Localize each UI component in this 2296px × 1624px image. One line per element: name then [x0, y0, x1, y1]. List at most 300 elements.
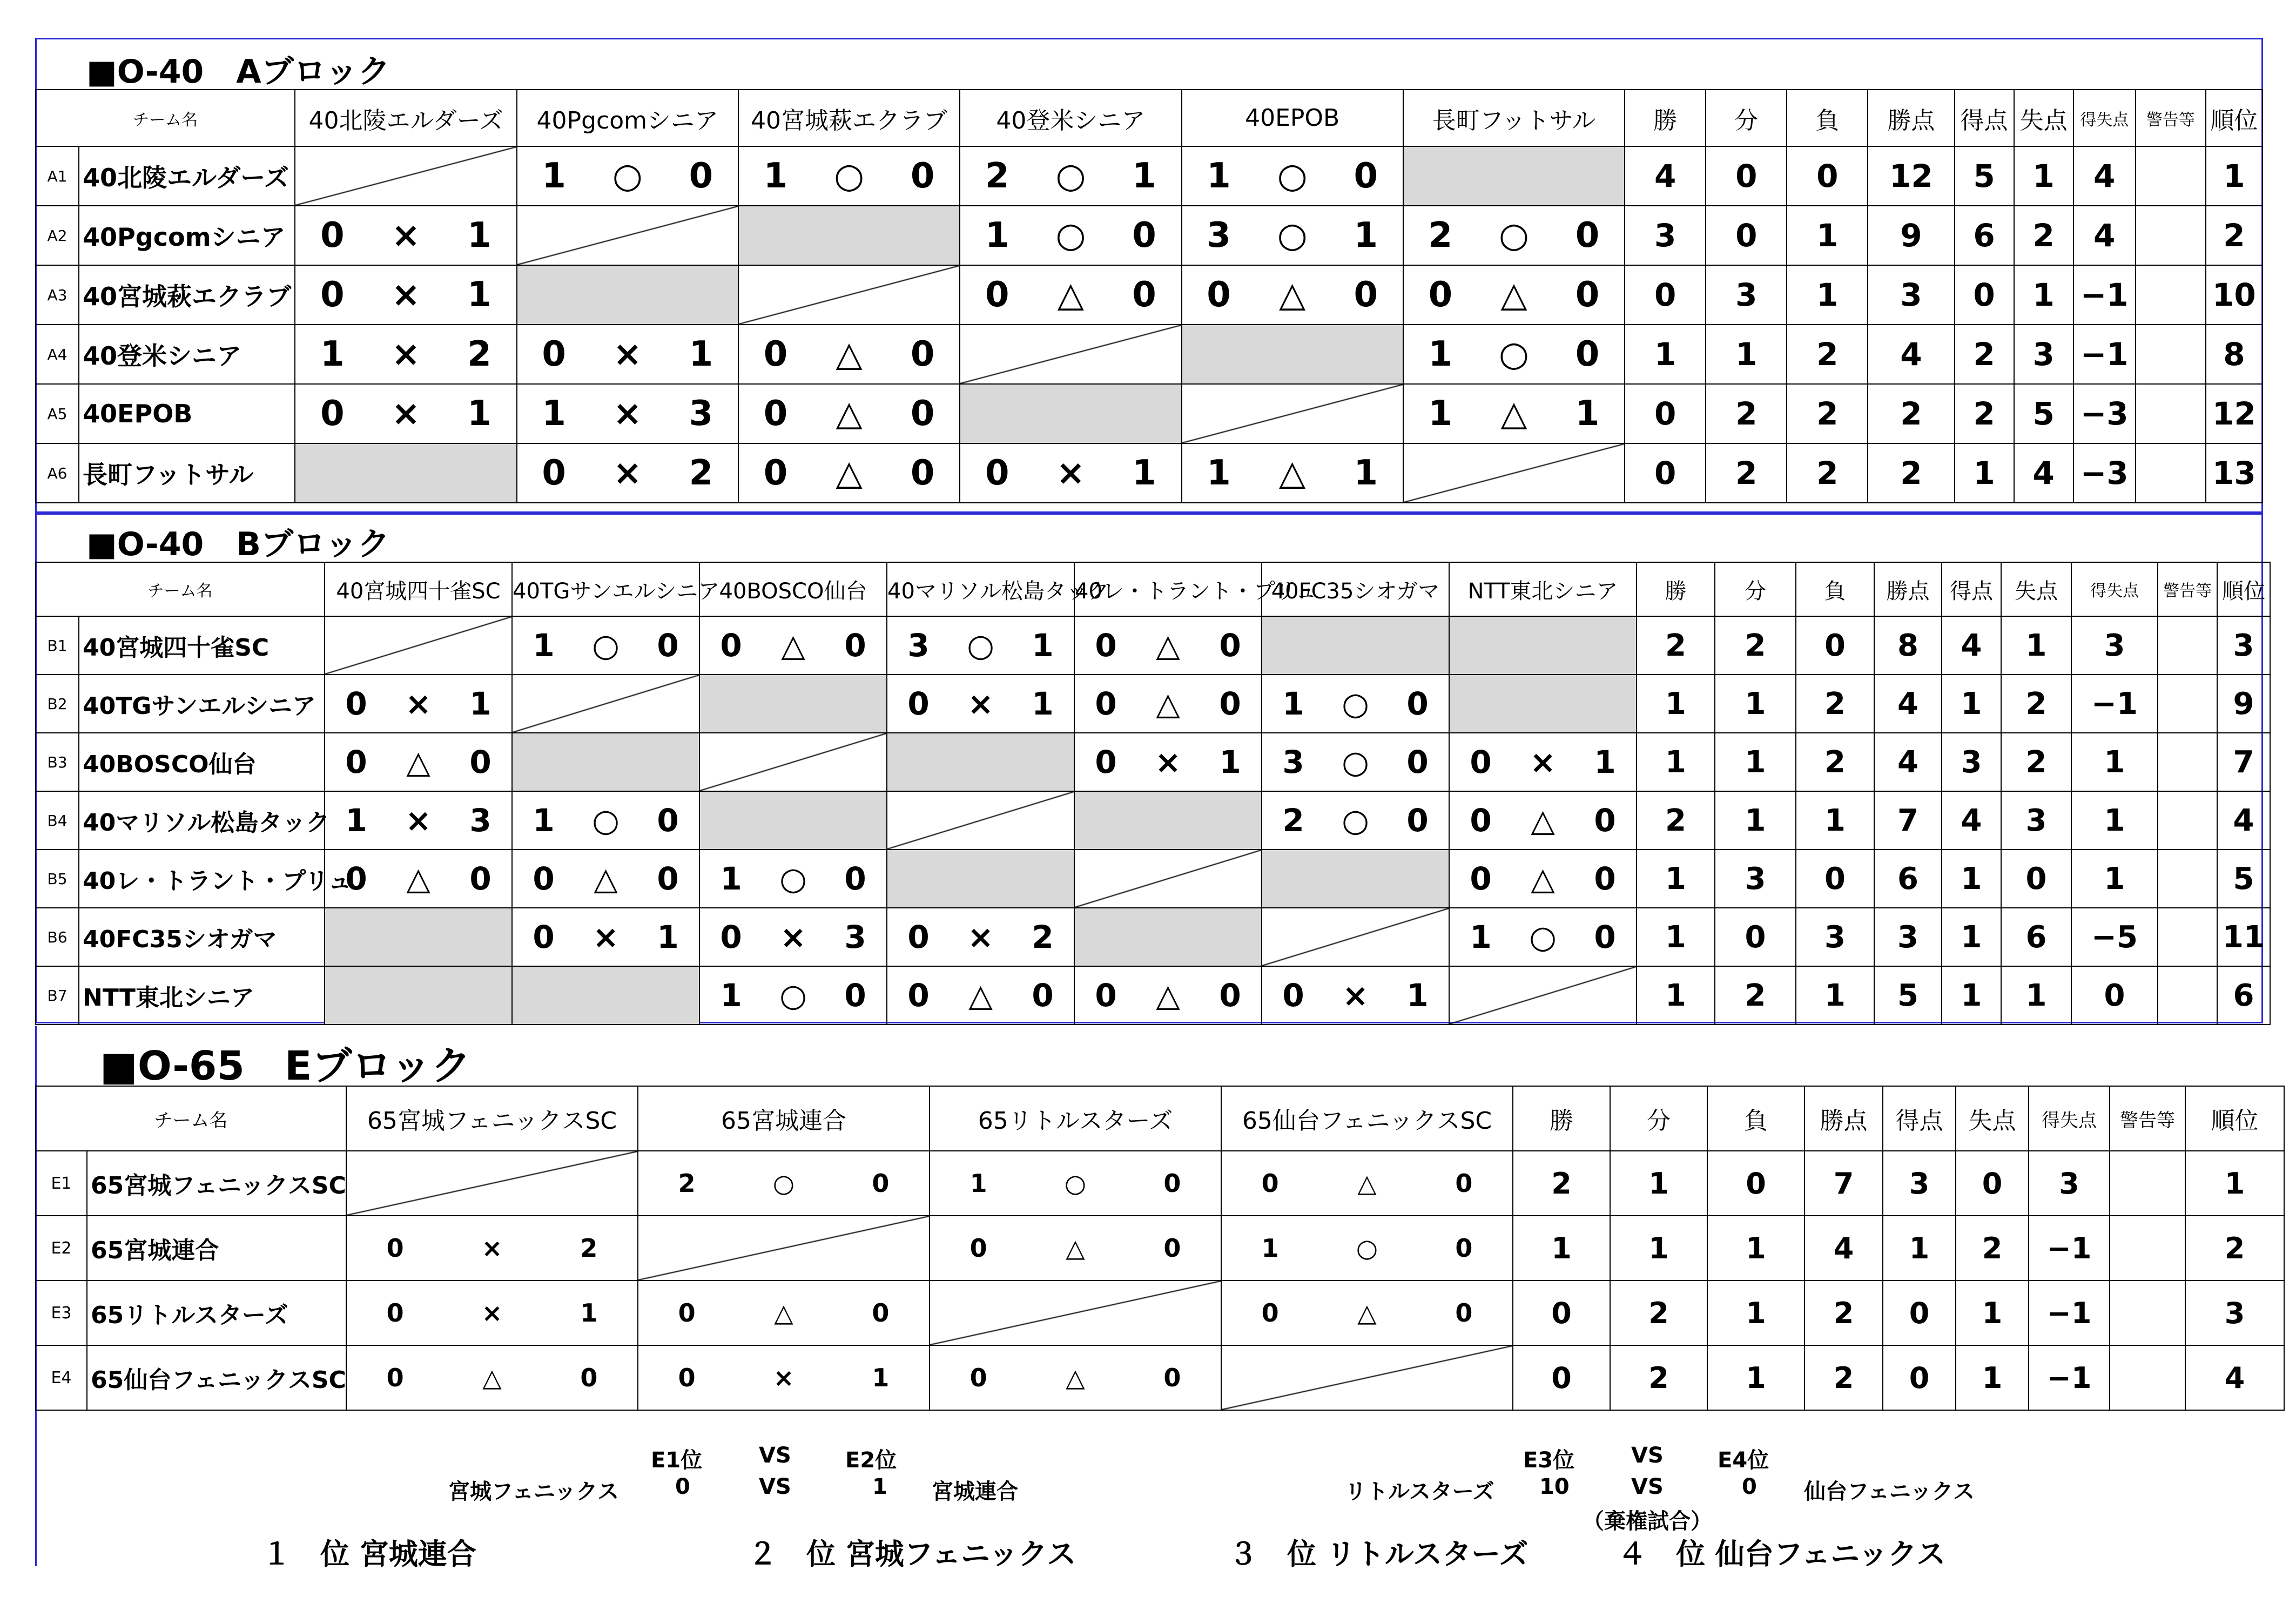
score-value: 0: [1455, 1234, 1473, 1263]
stat-cell: 0: [1513, 1281, 1610, 1345]
team-name: 40宮城萩エクラブ: [79, 265, 295, 325]
stat-cell: [2158, 791, 2217, 850]
result-mark: ○: [592, 627, 620, 664]
stat-header: 得点: [1955, 90, 2014, 146]
score-value: 0: [657, 860, 679, 897]
stat-cell: 2: [1610, 1345, 1707, 1410]
match-result-cell: [325, 791, 512, 850]
match-result-cell: [699, 616, 887, 675]
finals-left-team1: 宮城フェニックス: [448, 1479, 619, 1504]
score-value: 0: [910, 156, 935, 196]
row-code: A1: [36, 146, 79, 206]
score-value: 0: [1219, 977, 1241, 1014]
score-value: 1: [542, 156, 566, 196]
stat-header: 得点: [1883, 1086, 1956, 1151]
score-value: 1: [320, 334, 345, 374]
row-code: E3: [36, 1281, 87, 1345]
match-result-cell: [346, 1216, 638, 1281]
opponent-header: 40TGサンエルシニア: [512, 562, 699, 616]
score-value: 0: [1354, 156, 1378, 196]
stat-cell: 5: [2014, 384, 2073, 443]
no-match-cell: [1403, 146, 1625, 206]
stat-cell: 1: [1955, 443, 2014, 503]
stat-cell: 2: [1706, 384, 1787, 443]
score-value: 0: [1095, 685, 1117, 722]
match-result-cell: [699, 850, 887, 908]
finals-right-s2: 0: [1742, 1474, 1757, 1499]
score-value: 0: [1132, 275, 1156, 315]
score-value: 1: [469, 685, 491, 722]
score-value: 1: [969, 1169, 987, 1198]
match-result-cell: [1074, 675, 1262, 733]
stat-cell: 1: [1637, 966, 1715, 1025]
score-value: 1: [1470, 919, 1492, 955]
match-result-cell: [1403, 265, 1625, 325]
result-mark: ×: [1155, 744, 1181, 780]
stat-cell: 0: [1956, 1151, 2029, 1216]
match-result-cell: [295, 384, 516, 443]
stat-cell: −1: [2073, 325, 2136, 384]
stat-cell: 12: [1868, 146, 1954, 206]
score-value: 3: [1282, 744, 1304, 780]
match-result-cell: [512, 616, 699, 675]
stat-cell: [2158, 616, 2217, 675]
result-mark: ×: [967, 919, 994, 955]
stat-header: 勝点: [1874, 562, 1942, 616]
row-code: B4: [36, 791, 79, 850]
result-mark: ×: [405, 685, 432, 722]
stat-header: 勝: [1637, 562, 1715, 616]
stat-header: 得点: [1942, 562, 2001, 616]
stat-cell: 2: [1610, 1281, 1707, 1345]
stat-cell: 2: [1955, 325, 2014, 384]
result-mark: △: [1156, 977, 1180, 1014]
match-result-cell: [699, 908, 887, 966]
stat-cell: 1: [1715, 733, 1796, 791]
stat-cell: 0: [1625, 384, 1706, 443]
score-value: 1: [467, 275, 491, 315]
stat-cell: 9: [2217, 675, 2270, 733]
block-e-table: [35, 1086, 2285, 1411]
score-value: 0: [657, 802, 679, 839]
self-match-cell: [1221, 1345, 1513, 1410]
score-value: 1: [1282, 685, 1304, 722]
match-result-cell: [517, 146, 738, 206]
finals-left-s1: 0: [675, 1474, 690, 1499]
table-row: [36, 325, 2263, 384]
block-b-table: [35, 562, 2271, 1025]
stat-cell: 2: [1955, 384, 2014, 443]
self-match-cell: [325, 616, 512, 675]
match-result-cell: [1221, 1281, 1513, 1345]
table-row: [36, 675, 2270, 733]
result-mark: △: [594, 860, 618, 897]
stat-cell: 8: [2206, 325, 2263, 384]
stat-cell: 1: [1942, 908, 2001, 966]
stat-cell: −1: [2071, 675, 2158, 733]
team-name: 65宮城連合: [87, 1216, 346, 1281]
rank-4: ４ 位 仙台フェニックス: [1618, 1537, 1946, 1571]
stat-cell: 3: [1625, 206, 1706, 265]
match-result-cell: [325, 850, 512, 908]
stat-cell: 4: [2185, 1345, 2284, 1410]
stat-cell: 2: [1637, 616, 1715, 675]
score-value: 3: [469, 802, 491, 839]
match-result-cell: [930, 1151, 1221, 1216]
no-match-cell: [1262, 850, 1449, 908]
result-mark: △: [482, 1363, 502, 1392]
self-match-cell: [295, 146, 516, 206]
finals-left-vs2: VS: [759, 1474, 791, 1499]
stat-cell: 2: [2014, 206, 2073, 265]
team-name-header: チーム名: [36, 90, 295, 146]
score-value: 1: [467, 215, 491, 255]
score-value: 0: [345, 860, 367, 897]
match-result-cell: [1449, 791, 1637, 850]
stat-cell: −1: [2029, 1345, 2110, 1410]
result-mark: △: [836, 453, 863, 493]
score-value: 2: [678, 1169, 696, 1198]
result-mark: ×: [1342, 977, 1369, 1014]
stat-cell: 1: [1787, 265, 1868, 325]
stat-header: 失点: [2001, 562, 2071, 616]
stat-cell: 1: [2001, 966, 2071, 1025]
match-result-cell: [1262, 733, 1449, 791]
stat-cell: 0: [1513, 1345, 1610, 1410]
opponent-header: 40EPOB: [1182, 90, 1403, 146]
stat-cell: [2110, 1216, 2185, 1281]
self-match-cell: [887, 791, 1074, 850]
score-value: 0: [386, 1363, 404, 1392]
self-match-cell: [1262, 908, 1449, 966]
stat-cell: 1: [1942, 675, 2001, 733]
no-match-cell: [1449, 616, 1637, 675]
stat-cell: 3: [1715, 850, 1796, 908]
score-value: 0: [533, 860, 555, 897]
stat-header: 負: [1787, 90, 1868, 146]
score-value: 0: [320, 215, 345, 255]
result-mark: ○: [1342, 802, 1369, 839]
score-value: 0: [1163, 1234, 1181, 1263]
score-value: 0: [1575, 334, 1600, 374]
result-mark: △: [774, 1298, 793, 1327]
score-value: 1: [872, 1363, 890, 1392]
match-result-cell: [638, 1281, 930, 1345]
no-match-cell: [960, 384, 1181, 443]
opponent-header: 40BOSCO仙台: [699, 562, 887, 616]
stat-cell: [2110, 1345, 2185, 1410]
stat-cell: 0: [1796, 850, 1874, 908]
match-result-cell: [325, 733, 512, 791]
result-mark: △: [406, 744, 430, 780]
score-value: 0: [763, 394, 788, 434]
team-name: 40Pgcomシニア: [79, 206, 295, 265]
score-value: 0: [1282, 977, 1304, 1014]
team-name-header: チーム名: [36, 562, 325, 616]
match-result-cell: [1262, 675, 1449, 733]
stat-cell: [2136, 384, 2206, 443]
stat-header: 順位: [2206, 90, 2263, 146]
score-value: 0: [469, 860, 491, 897]
match-result-cell: [887, 966, 1074, 1025]
stat-cell: −3: [2073, 384, 2136, 443]
result-mark: ○: [1055, 156, 1086, 196]
no-match-cell: [512, 966, 699, 1025]
score-value: 0: [542, 334, 566, 374]
match-result-cell: [887, 908, 1074, 966]
no-match-cell: [517, 265, 738, 325]
stat-cell: 1: [1883, 1216, 1956, 1281]
opponent-header: 40登米シニア: [960, 90, 1181, 146]
match-result-cell: [887, 616, 1074, 675]
stat-cell: 3: [2071, 616, 2158, 675]
stat-cell: 0: [1883, 1345, 1956, 1410]
table-row: [36, 1216, 2284, 1281]
stat-cell: 1: [1513, 1216, 1610, 1281]
score-value: 1: [763, 156, 788, 196]
result-mark: ×: [481, 1298, 503, 1327]
stat-header: 分: [1610, 1086, 1707, 1151]
result-mark: ×: [612, 334, 642, 374]
stat-cell: 1: [2001, 616, 2071, 675]
match-result-cell: [1449, 908, 1637, 966]
self-match-cell: [638, 1216, 930, 1281]
match-result-cell: [1182, 146, 1403, 206]
score-value: 0: [1575, 275, 1600, 315]
result-mark: ×: [481, 1234, 503, 1263]
result-mark: △: [836, 334, 863, 374]
stat-cell: 4: [2073, 146, 2136, 206]
score-value: 1: [1207, 156, 1231, 196]
score-value: 1: [720, 860, 742, 897]
stat-cell: [2158, 675, 2217, 733]
match-result-cell: [738, 146, 960, 206]
table-row: [36, 146, 2263, 206]
result-mark: △: [1531, 802, 1555, 839]
stat-cell: 3: [1706, 265, 1787, 325]
stat-cell: 2: [1805, 1345, 1883, 1410]
self-match-cell: [738, 265, 960, 325]
table-row: [36, 1281, 2284, 1345]
score-value: 1: [1261, 1234, 1279, 1263]
row-code: A4: [36, 325, 79, 384]
table-row: [36, 1151, 2284, 1216]
score-value: 1: [1032, 627, 1054, 664]
score-value: 1: [533, 802, 555, 839]
stat-cell: −3: [2073, 443, 2136, 503]
result-mark: ○: [1356, 1234, 1378, 1263]
result-mark: ○: [772, 1169, 795, 1198]
match-result-cell: [1403, 325, 1625, 384]
stat-cell: 2: [1513, 1151, 1610, 1216]
score-value: 0: [985, 453, 1009, 493]
score-value: 0: [1575, 215, 1600, 255]
result-mark: ○: [779, 977, 807, 1014]
stat-cell: 5: [1955, 146, 2014, 206]
result-mark: ○: [834, 156, 864, 196]
score-value: 0: [844, 627, 866, 664]
match-result-cell: [960, 265, 1181, 325]
stat-cell: 4: [1942, 791, 2001, 850]
stat-cell: 3: [2001, 791, 2071, 850]
result-mark: ×: [612, 394, 642, 434]
table-row: [36, 966, 2270, 1025]
stat-cell: 6: [2001, 908, 2071, 966]
row-code: B3: [36, 733, 79, 791]
row-code: A5: [36, 384, 79, 443]
block-b-title: ■O-40 Bブロック: [86, 525, 390, 563]
result-mark: ○: [1342, 685, 1369, 722]
score-value: 2: [467, 334, 491, 374]
team-name: 40マリソル松島タック: [79, 791, 325, 850]
score-value: 0: [1594, 860, 1616, 897]
stat-cell: 1: [1942, 966, 2001, 1025]
stat-cell: 2: [2185, 1216, 2284, 1281]
result-mark: △: [1066, 1363, 1085, 1392]
match-result-cell: [1182, 265, 1403, 325]
stat-cell: 3: [2029, 1151, 2110, 1216]
score-value: 1: [1207, 453, 1231, 493]
team-name: NTT東北シニア: [79, 966, 325, 1025]
result-mark: △: [836, 394, 863, 434]
match-result-cell: [295, 206, 516, 265]
score-value: 1: [467, 394, 491, 434]
match-result-cell: [960, 146, 1181, 206]
match-result-cell: [295, 265, 516, 325]
score-value: 0: [1428, 275, 1453, 315]
match-result-cell: [930, 1216, 1221, 1281]
team-name: 40FC35シオガマ: [79, 908, 325, 966]
match-result-cell: [1403, 384, 1625, 443]
score-value: 0: [872, 1169, 890, 1198]
match-result-cell: [960, 443, 1181, 503]
team-name-header: チーム名: [36, 1086, 346, 1151]
team-name: 40TGサンエルシニア: [79, 675, 325, 733]
score-value: 0: [1594, 802, 1616, 839]
opponent-header: 65リトルスターズ: [930, 1086, 1221, 1151]
score-value: 0: [320, 394, 345, 434]
no-match-cell: [512, 733, 699, 791]
score-value: 1: [580, 1298, 598, 1327]
result-mark: ×: [612, 453, 642, 493]
stat-header: 勝: [1513, 1086, 1610, 1151]
team-name: 65宮城フェニックスSC: [87, 1151, 346, 1216]
result-mark: △: [1279, 453, 1306, 493]
score-value: 3: [1207, 215, 1231, 255]
match-result-cell: [1449, 733, 1637, 791]
match-result-cell: [699, 966, 887, 1025]
self-match-cell: [930, 1281, 1221, 1345]
match-result-cell: [1262, 791, 1449, 850]
stat-cell: 8: [1874, 616, 1942, 675]
score-value: 1: [689, 334, 713, 374]
rank-3: ３ 位 リトルスターズ: [1229, 1537, 1529, 1571]
no-match-cell: [887, 733, 1074, 791]
opponent-header: 40FC35シオガマ: [1262, 562, 1449, 616]
result-mark: △: [1156, 627, 1180, 664]
result-mark: △: [1500, 275, 1527, 315]
result-mark: △: [1531, 860, 1555, 897]
opponent-header: 40宮城四十雀SC: [325, 562, 512, 616]
score-value: 0: [910, 394, 935, 434]
stat-header: 失点: [2014, 90, 2073, 146]
stat-cell: 1: [2071, 791, 2158, 850]
result-mark: ×: [592, 919, 619, 955]
stat-cell: 1: [1796, 791, 1874, 850]
stat-cell: 1: [1715, 675, 1796, 733]
stat-cell: −1: [2073, 265, 2136, 325]
stat-cell: 1: [1637, 733, 1715, 791]
stat-cell: [2158, 908, 2217, 966]
team-name: 40レ・トラント・プリュ: [79, 850, 325, 908]
stat-cell: 2: [1787, 325, 1868, 384]
match-result-cell: [738, 443, 960, 503]
score-value: 0: [1455, 1169, 1473, 1198]
result-mark: ×: [1056, 453, 1086, 493]
block-e-title: ■O-65 Eブロック: [100, 1043, 471, 1089]
stat-header: 警告等: [2158, 562, 2217, 616]
finals-left-s2: 1: [872, 1474, 887, 1499]
stat-cell: [2158, 733, 2217, 791]
score-value: 0: [1261, 1169, 1279, 1198]
stat-cell: 4: [1874, 733, 1942, 791]
score-value: 3: [844, 919, 866, 955]
no-match-cell: [1262, 616, 1449, 675]
stat-header: 警告等: [2136, 90, 2206, 146]
score-value: 2: [689, 453, 713, 493]
score-value: 0: [1354, 275, 1378, 315]
stat-cell: 4: [2073, 206, 2136, 265]
match-result-cell: [1182, 443, 1403, 503]
stat-cell: [2136, 325, 2206, 384]
result-mark: ○: [612, 156, 643, 196]
rank-2: ２ 位 宮城フェニックス: [748, 1537, 1076, 1571]
score-value: 0: [910, 453, 935, 493]
score-value: 1: [985, 215, 1009, 255]
finals-right-vs1: VS: [1631, 1443, 1664, 1468]
stat-cell: 1: [1942, 850, 2001, 908]
finals-left-team2: 宮城連合: [932, 1479, 1018, 1504]
score-value: 0: [1594, 919, 1616, 955]
stat-cell: 3: [2185, 1281, 2284, 1345]
score-value: 0: [1132, 215, 1156, 255]
row-code: E4: [36, 1345, 87, 1410]
match-result-cell: [1074, 966, 1262, 1025]
score-value: 0: [1470, 744, 1492, 780]
match-result-cell: [1074, 733, 1262, 791]
stat-cell: 0: [1796, 616, 1874, 675]
score-value: 1: [1032, 685, 1054, 722]
match-result-cell: [1262, 966, 1449, 1025]
stat-cell: 2: [1715, 616, 1796, 675]
table-row: [36, 733, 2270, 791]
score-value: 0: [1095, 977, 1117, 1014]
stat-cell: 2: [1868, 443, 1954, 503]
block-a-table: [35, 89, 2263, 503]
stat-cell: 2: [1787, 443, 1868, 503]
team-name: 40北陵エルダーズ: [79, 146, 295, 206]
stat-cell: 1: [2206, 146, 2263, 206]
opponent-header: 65仙台フェニックスSC: [1221, 1086, 1513, 1151]
score-value: 0: [678, 1363, 696, 1392]
score-value: 2: [1032, 919, 1054, 955]
stat-cell: 0: [1706, 206, 1787, 265]
score-value: 0: [844, 860, 866, 897]
stat-cell: 2: [2206, 206, 2263, 265]
stat-cell: 1: [2071, 733, 2158, 791]
result-mark: △: [968, 977, 993, 1014]
score-value: 0: [1163, 1169, 1181, 1198]
